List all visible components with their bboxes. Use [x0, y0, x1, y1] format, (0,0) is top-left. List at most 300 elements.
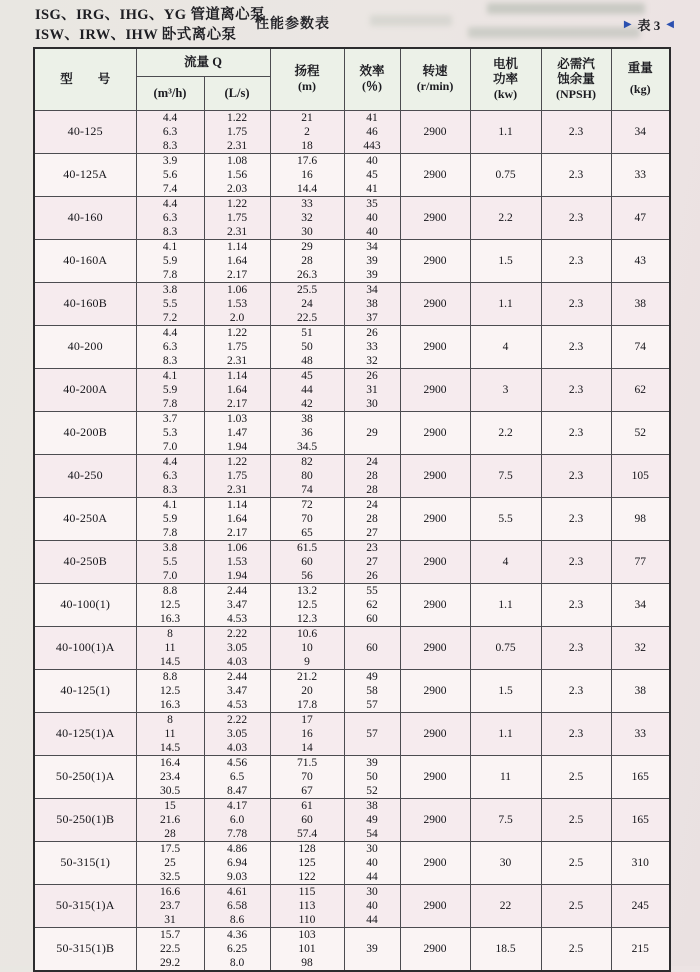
- table-number-tag: [624, 15, 674, 34]
- value-line: 2.17: [226, 268, 248, 281]
- efficiency-cell: [344, 884, 400, 927]
- value-line: 16.4: [159, 756, 181, 769]
- bleed-through-text-top: [487, 3, 645, 14]
- value-line: 1.64: [226, 512, 248, 525]
- npsh-cell: 2.5: [541, 841, 611, 884]
- motor-power-cell: 1.1: [470, 712, 541, 755]
- efficiency-cell: 39: [344, 927, 400, 971]
- head-cell: [270, 927, 344, 971]
- table-row: [34, 282, 670, 325]
- value-line: 3.05: [226, 641, 248, 654]
- value-line: 30: [366, 885, 378, 898]
- motor-power-cell: 11: [470, 755, 541, 798]
- value-line: 24: [301, 297, 313, 310]
- flow-ls-cell: [204, 282, 270, 325]
- flow-m3h-cell: [136, 712, 204, 755]
- value-line: 26: [366, 326, 378, 339]
- value-line: 38: [301, 412, 313, 425]
- value-line: 4.86: [226, 842, 248, 855]
- value-line: 22.5: [296, 311, 318, 324]
- value-line: 1.75: [226, 340, 248, 353]
- value-line: 28: [366, 483, 378, 496]
- motor-power-cell: 30: [470, 841, 541, 884]
- table-row: [34, 239, 670, 282]
- table-row: [34, 583, 670, 626]
- value-line: 80: [301, 469, 313, 482]
- value-line: 1.14: [226, 498, 248, 511]
- value-line: 30: [366, 397, 378, 410]
- pump-model-cell: 40-100(1)A: [34, 626, 136, 669]
- value-line: 28: [301, 254, 313, 267]
- value-line: 26.3: [296, 268, 318, 281]
- speed-cell: 2900: [400, 368, 470, 411]
- value-line: 24: [366, 455, 378, 468]
- value-line: 8: [167, 713, 173, 726]
- value-line: 1.14: [226, 240, 248, 253]
- value-line: 113: [298, 899, 316, 912]
- value-line: 1.06: [226, 541, 248, 554]
- value-line: 2.0: [229, 311, 245, 324]
- motor-power-cell: 18.5: [470, 927, 541, 971]
- value-line: 14.4: [296, 182, 318, 195]
- header-weight-label: 重量: [627, 61, 653, 76]
- value-line: 11: [164, 641, 176, 654]
- efficiency-cell: [344, 196, 400, 239]
- value-line: 7.8: [162, 526, 178, 539]
- value-line: 82: [301, 455, 313, 468]
- flow-ls-cell: [204, 583, 270, 626]
- head-cell: [270, 669, 344, 712]
- value-line: 1.47: [226, 426, 248, 439]
- value-line: 28: [366, 469, 378, 482]
- value-line: 21.6: [159, 813, 181, 826]
- value-line: 1.22: [226, 326, 248, 339]
- value-line: 62: [366, 598, 378, 611]
- speed-cell: 2900: [400, 497, 470, 540]
- npsh-cell: 2.3: [541, 583, 611, 626]
- flow-m3h-cell: [136, 411, 204, 454]
- npsh-cell: 2.3: [541, 454, 611, 497]
- header-power-unit: (kw): [493, 86, 518, 101]
- weight-cell: 52: [611, 411, 670, 454]
- speed-cell: 2900: [400, 110, 470, 153]
- motor-power-cell: 22: [470, 884, 541, 927]
- table-row: [34, 497, 670, 540]
- value-line: 38: [366, 297, 378, 310]
- value-line: 51: [301, 326, 313, 339]
- value-line: 9: [304, 655, 310, 668]
- value-line: 5.5: [162, 555, 178, 568]
- value-line: 8.47: [226, 784, 248, 797]
- value-line: 57: [366, 698, 378, 711]
- flow-m3h-cell: [136, 755, 204, 798]
- value-line: 39: [366, 756, 378, 769]
- efficiency-cell: [344, 153, 400, 196]
- weight-cell: 38: [611, 669, 670, 712]
- value-line: 1.94: [226, 569, 248, 582]
- npsh-cell: 2.3: [541, 282, 611, 325]
- npsh-cell: 2.3: [541, 325, 611, 368]
- flow-m3h-cell: [136, 626, 204, 669]
- speed-cell: 2900: [400, 583, 470, 626]
- flow-ls-cell: [204, 411, 270, 454]
- header-model: 型 号: [34, 48, 136, 110]
- table-row: [34, 626, 670, 669]
- header-motor-power: [470, 48, 541, 110]
- table-row: [34, 927, 670, 971]
- value-line: 16.3: [159, 698, 181, 711]
- value-line: 4.4: [162, 326, 178, 339]
- title-line-1: ISG、IRG、IHG、YG 管道离心泵: [35, 7, 265, 23]
- table-row: [34, 841, 670, 884]
- pump-model-cell: 40-125(1)A: [34, 712, 136, 755]
- npsh-cell: 2.5: [541, 884, 611, 927]
- value-line: 50: [301, 340, 313, 353]
- weight-cell: 62: [611, 368, 670, 411]
- motor-power-cell: 1.5: [470, 669, 541, 712]
- value-line: 3.8: [162, 541, 178, 554]
- table-row: [34, 368, 670, 411]
- value-line: 2.22: [226, 713, 248, 726]
- flow-m3h-cell: [136, 497, 204, 540]
- value-line: 30: [366, 842, 378, 855]
- value-line: 125: [298, 856, 316, 869]
- bleed-through-smudge: [370, 15, 452, 26]
- table-row: [34, 325, 670, 368]
- value-line: 5.9: [162, 254, 178, 267]
- pump-model-cell: 40-200B: [34, 411, 136, 454]
- value-line: 2.22: [226, 627, 248, 640]
- value-line: 1.64: [226, 383, 248, 396]
- flow-m3h-cell: [136, 798, 204, 841]
- value-line: 103: [298, 928, 316, 941]
- efficiency-cell: [344, 368, 400, 411]
- pump-model-cell: 50-315(1)B: [34, 927, 136, 971]
- head-cell: [270, 368, 344, 411]
- weight-cell: 43: [611, 239, 670, 282]
- pump-model-cell: 50-315(1): [34, 841, 136, 884]
- value-line: 14.5: [159, 741, 181, 754]
- pump-model-cell: 40-250: [34, 454, 136, 497]
- table-row: [34, 153, 670, 196]
- weight-cell: 33: [611, 153, 670, 196]
- motor-power-cell: 1.5: [470, 239, 541, 282]
- speed-cell: 2900: [400, 841, 470, 884]
- value-line: 55: [366, 584, 378, 597]
- value-line: 4.56: [226, 756, 248, 769]
- value-line: 3.7: [162, 412, 178, 425]
- pump-model-cell: 40-100(1): [34, 583, 136, 626]
- performance-parameters-table: [33, 47, 671, 972]
- header-npsh: [541, 48, 611, 110]
- value-line: 8.8: [162, 670, 178, 683]
- head-cell: [270, 755, 344, 798]
- value-line: 31: [164, 913, 176, 926]
- npsh-cell: 2.3: [541, 540, 611, 583]
- value-line: 1.22: [226, 455, 248, 468]
- efficiency-cell: [344, 454, 400, 497]
- motor-power-cell: 7.5: [470, 798, 541, 841]
- header-power-line2: 功率: [493, 71, 519, 86]
- value-line: 20: [301, 684, 313, 697]
- value-line: 8.3: [162, 354, 178, 367]
- value-line: 14.5: [159, 655, 181, 668]
- flow-ls-cell: [204, 798, 270, 841]
- flow-ls-cell: [204, 153, 270, 196]
- value-line: 65: [301, 526, 313, 539]
- weight-cell: 34: [611, 583, 670, 626]
- pump-model-cell: 50-250(1)B: [34, 798, 136, 841]
- flow-m3h-cell: [136, 282, 204, 325]
- value-line: 17.8: [296, 698, 318, 711]
- efficiency-cell: [344, 540, 400, 583]
- value-line: 1.22: [226, 197, 248, 210]
- head-cell: [270, 196, 344, 239]
- motor-power-cell: 1.1: [470, 110, 541, 153]
- npsh-cell: 2.3: [541, 626, 611, 669]
- value-line: 1.53: [226, 555, 248, 568]
- flow-ls-cell: [204, 626, 270, 669]
- value-line: 26: [366, 569, 378, 582]
- value-line: 4.53: [226, 698, 248, 711]
- npsh-cell: 2.3: [541, 712, 611, 755]
- value-line: 31: [366, 383, 378, 396]
- header-efficiency: [344, 48, 400, 110]
- weight-cell: 245: [611, 884, 670, 927]
- pump-model-cell: 40-160A: [34, 239, 136, 282]
- speed-cell: 2900: [400, 196, 470, 239]
- head-cell: [270, 454, 344, 497]
- title-line-2: ISW、IRW、IHW 卧式离心泵: [35, 27, 237, 43]
- flow-ls-cell: [204, 540, 270, 583]
- value-line: 32: [366, 354, 378, 367]
- header-speed-unit: (r/min): [416, 79, 454, 94]
- value-line: 5.9: [162, 383, 178, 396]
- value-line: 8.3: [162, 139, 178, 152]
- pump-model-cell: 40-160B: [34, 282, 136, 325]
- header-head-unit: (m): [298, 79, 317, 94]
- motor-power-cell: 7.5: [470, 454, 541, 497]
- value-line: 2.31: [226, 483, 248, 496]
- value-line: 7.4: [162, 182, 178, 195]
- flow-ls-cell: [204, 110, 270, 153]
- speed-cell: 2900: [400, 712, 470, 755]
- npsh-cell: 2.3: [541, 153, 611, 196]
- header-eff-unit: (％): [362, 79, 383, 94]
- value-line: 15.7: [159, 928, 181, 941]
- value-line: 27: [366, 555, 378, 568]
- efficiency-cell: [344, 841, 400, 884]
- speed-cell: 2900: [400, 626, 470, 669]
- value-line: 60: [301, 813, 313, 826]
- value-line: 40: [366, 154, 378, 167]
- value-line: 67: [301, 784, 313, 797]
- head-cell: [270, 583, 344, 626]
- header-weight: [611, 48, 670, 110]
- value-line: 7.0: [162, 440, 178, 453]
- value-line: 40: [366, 899, 378, 912]
- weight-cell: 32: [611, 626, 670, 669]
- value-line: 7.78: [226, 827, 248, 840]
- value-line: 34: [366, 240, 378, 253]
- value-line: 6.5: [229, 770, 245, 783]
- value-line: 23: [366, 541, 378, 554]
- head-cell: [270, 841, 344, 884]
- speed-cell: 2900: [400, 239, 470, 282]
- value-line: 42: [301, 397, 313, 410]
- value-line: 4.03: [226, 655, 248, 668]
- weight-cell: 47: [611, 196, 670, 239]
- value-line: 34.5: [296, 440, 318, 453]
- value-line: 15: [164, 799, 176, 812]
- motor-power-cell: 4: [470, 325, 541, 368]
- value-line: 6.58: [226, 899, 248, 912]
- bleed-through-text-bottom: [468, 27, 640, 38]
- value-line: 16.3: [159, 612, 181, 625]
- value-line: 9.03: [226, 870, 248, 883]
- value-line: 3.9: [162, 154, 178, 167]
- flow-m3h-cell: [136, 196, 204, 239]
- value-line: 44: [366, 913, 378, 926]
- npsh-cell: 2.5: [541, 927, 611, 971]
- head-cell: [270, 110, 344, 153]
- npsh-cell: 2.5: [541, 755, 611, 798]
- motor-power-cell: 1.1: [470, 282, 541, 325]
- table-row: [34, 454, 670, 497]
- value-line: 36: [301, 426, 313, 439]
- value-line: 39: [366, 268, 378, 281]
- head-cell: [270, 153, 344, 196]
- speed-cell: 2900: [400, 927, 470, 971]
- value-line: 41: [366, 182, 378, 195]
- value-line: 6.3: [162, 469, 178, 482]
- weight-cell: 38: [611, 282, 670, 325]
- table-caption: 性能参数表: [255, 17, 330, 32]
- value-line: 2.17: [226, 526, 248, 539]
- npsh-cell: 2.3: [541, 239, 611, 282]
- flow-m3h-cell: [136, 583, 204, 626]
- value-line: 17.6: [296, 154, 318, 167]
- value-line: 7.2: [162, 311, 178, 324]
- weight-cell: 105: [611, 454, 670, 497]
- value-line: 13.2: [296, 584, 318, 597]
- weight-cell: 34: [611, 110, 670, 153]
- efficiency-cell: [344, 110, 400, 153]
- table-row: [34, 798, 670, 841]
- npsh-cell: 2.3: [541, 411, 611, 454]
- flow-ls-cell: [204, 454, 270, 497]
- value-line: 6.3: [162, 125, 178, 138]
- head-cell: [270, 497, 344, 540]
- left-triangle-icon: ◀: [666, 18, 674, 30]
- value-line: 4.4: [162, 455, 178, 468]
- pump-model-cell: 50-250(1)A: [34, 755, 136, 798]
- table-row: [34, 196, 670, 239]
- value-line: 2.44: [226, 584, 248, 597]
- value-line: 72: [301, 498, 313, 511]
- value-line: 128: [298, 842, 316, 855]
- speed-cell: 2900: [400, 884, 470, 927]
- value-line: 49: [366, 670, 378, 683]
- head-cell: [270, 884, 344, 927]
- efficiency-cell: [344, 583, 400, 626]
- value-line: 8: [167, 627, 173, 640]
- value-line: 4.1: [162, 369, 178, 382]
- value-line: 4.4: [162, 111, 178, 124]
- header-npsh-unit: (NPSH): [556, 86, 597, 101]
- value-line: 5.9: [162, 512, 178, 525]
- value-line: 5.3: [162, 426, 178, 439]
- value-line: 26: [366, 369, 378, 382]
- table-row: [34, 712, 670, 755]
- value-line: 2.31: [226, 139, 248, 152]
- value-line: 12.3: [296, 612, 318, 625]
- value-line: 41: [366, 111, 378, 124]
- value-line: 56: [301, 569, 313, 582]
- value-line: 6.3: [162, 211, 178, 224]
- value-line: 5.5: [162, 297, 178, 310]
- value-line: 18: [301, 139, 313, 152]
- header-power-line1: 电机: [493, 56, 519, 71]
- value-line: 4.17: [226, 799, 248, 812]
- value-line: 7.0: [162, 569, 178, 582]
- speed-cell: 2900: [400, 669, 470, 712]
- pump-model-cell: 40-125(1): [34, 669, 136, 712]
- value-line: 1.75: [226, 211, 248, 224]
- value-line: 2.31: [226, 225, 248, 238]
- value-line: 29.2: [159, 956, 181, 969]
- value-line: 45: [301, 369, 313, 382]
- value-line: 60: [301, 555, 313, 568]
- flow-ls-cell: [204, 841, 270, 884]
- efficiency-cell: [344, 239, 400, 282]
- value-line: 40: [366, 211, 378, 224]
- value-line: 70: [301, 512, 313, 525]
- document-title: [35, 5, 265, 45]
- pump-model-cell: 50-315(1)A: [34, 884, 136, 927]
- flow-m3h-cell: [136, 884, 204, 927]
- speed-cell: 2900: [400, 325, 470, 368]
- value-line: 16: [301, 727, 313, 740]
- flow-m3h-cell: [136, 110, 204, 153]
- value-line: 11: [164, 727, 176, 740]
- value-line: 7.8: [162, 397, 178, 410]
- efficiency-cell: 57: [344, 712, 400, 755]
- value-line: 14: [301, 741, 313, 754]
- value-line: 2.31: [226, 354, 248, 367]
- flow-ls-cell: [204, 497, 270, 540]
- table-row: [34, 110, 670, 153]
- efficiency-cell: [344, 325, 400, 368]
- header-weight-unit: (kg): [629, 82, 651, 97]
- head-cell: [270, 325, 344, 368]
- head-cell: [270, 411, 344, 454]
- value-line: 23.7: [159, 899, 181, 912]
- flow-m3h-cell: [136, 325, 204, 368]
- value-line: 2.03: [226, 182, 248, 195]
- weight-cell: 310: [611, 841, 670, 884]
- value-line: 39: [366, 254, 378, 267]
- value-line: 2.17: [226, 397, 248, 410]
- table-row: [34, 755, 670, 798]
- value-line: 122: [298, 870, 316, 883]
- value-line: 443: [363, 139, 381, 152]
- value-line: 50: [366, 770, 378, 783]
- value-line: 4.61: [226, 885, 248, 898]
- speed-cell: 2900: [400, 153, 470, 196]
- performance-table-body: [34, 110, 670, 971]
- weight-cell: 215: [611, 927, 670, 971]
